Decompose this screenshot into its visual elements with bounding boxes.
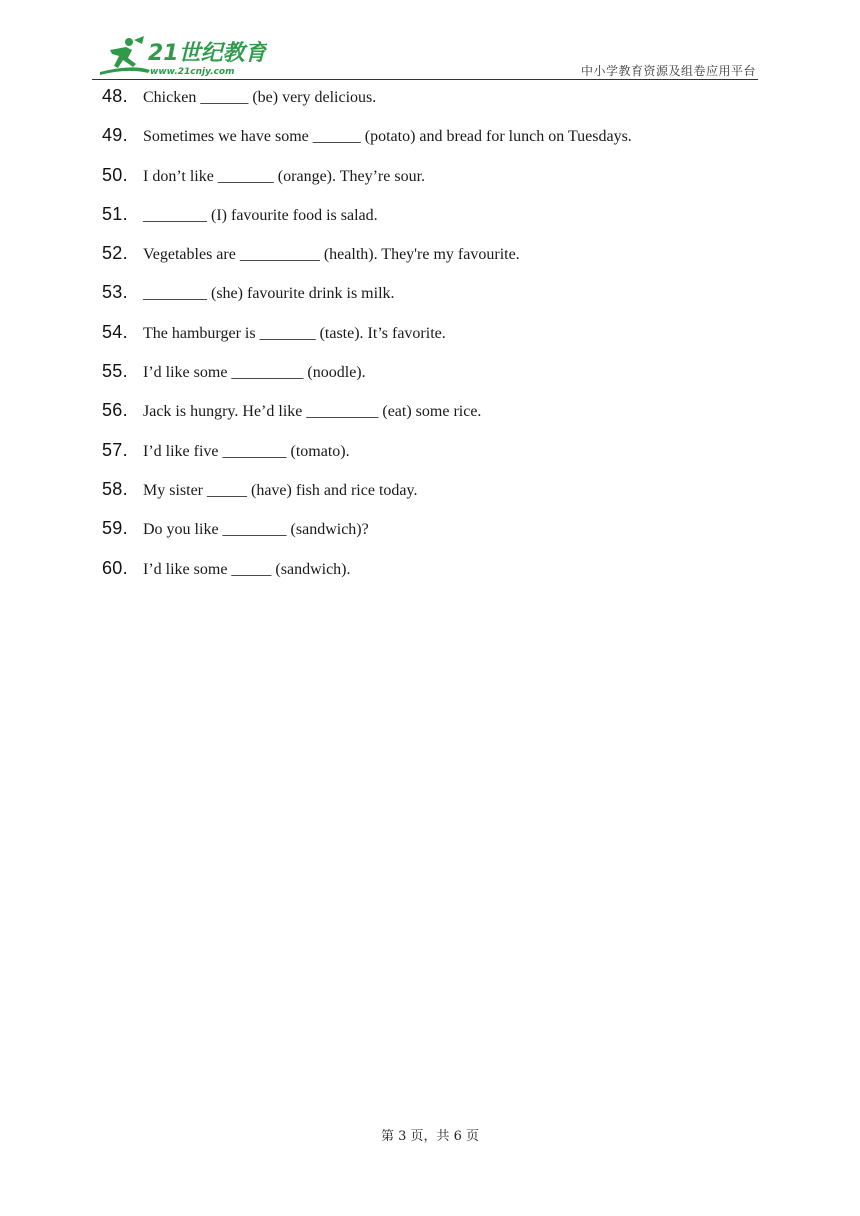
question-number: 49. xyxy=(102,125,128,146)
page-footer: 第 3 页，共 6 页 xyxy=(380,1129,480,1144)
question-number: 57. xyxy=(102,439,128,460)
question-number: 56. xyxy=(102,400,128,421)
question-item xyxy=(102,515,762,554)
question-item xyxy=(102,122,762,161)
svg-text:21世纪教育: 21世纪教育 xyxy=(148,41,267,66)
question-text: I’d like five ________ (tomato). xyxy=(143,442,350,460)
question-text: Do you like ________ (sandwich)? xyxy=(143,521,369,539)
question-number: 51. xyxy=(102,203,128,224)
question-item xyxy=(102,437,762,476)
question-item xyxy=(102,279,762,318)
question-text: I’d like some _____ (sandwich). xyxy=(143,560,351,578)
question-number: 50. xyxy=(102,164,128,185)
question-item xyxy=(102,162,762,201)
question-number: 59. xyxy=(102,518,128,539)
header-divider xyxy=(92,79,758,80)
logo xyxy=(92,34,267,78)
question-text: Vegetables are __________ (health). They're my favourite. xyxy=(143,246,520,264)
question-text: The hamburger is _______ (taste). It’s favorite. xyxy=(143,324,446,342)
question-text: My sister _____ (have) fish and rice today. xyxy=(143,481,418,499)
question-text: ________ (she) favourite drink is milk. xyxy=(143,285,395,303)
header-tagline: 中小学教育资源及组卷应用平台 xyxy=(580,64,756,78)
question-number: 60. xyxy=(102,557,128,578)
question-text: I don’t like _______ (orange). They’re sour. xyxy=(143,167,426,185)
question-item xyxy=(102,397,762,436)
question-number: 52. xyxy=(102,243,128,264)
question-item xyxy=(102,476,762,515)
question-number: 55. xyxy=(102,361,128,382)
question-item xyxy=(102,83,762,122)
question-item xyxy=(102,319,762,358)
question-number: 58. xyxy=(102,478,128,499)
question-text: Sometimes we have some ______ (potato) and bread for lunch on Tuesdays. xyxy=(143,128,632,146)
question-list xyxy=(102,83,762,594)
question-item xyxy=(102,358,762,397)
question-number: 53. xyxy=(102,282,128,303)
svg-text:www.21cnjy.com: www.21cnjy.com xyxy=(150,67,235,77)
question-item xyxy=(102,555,762,594)
question-text: I’d like some _________ (noodle). xyxy=(143,364,366,382)
question-item xyxy=(102,240,762,279)
page-header xyxy=(92,30,758,80)
question-text: ________ (I) favourite food is salad. xyxy=(143,206,378,224)
question-number: 54. xyxy=(102,321,128,342)
question-text: Jack is hungry. He’d like _________ (eat) some rice. xyxy=(143,403,482,421)
question-text: Chicken ______ (be) very delicious. xyxy=(143,89,377,106)
question-number: 48. xyxy=(102,86,128,106)
question-item xyxy=(102,201,762,240)
